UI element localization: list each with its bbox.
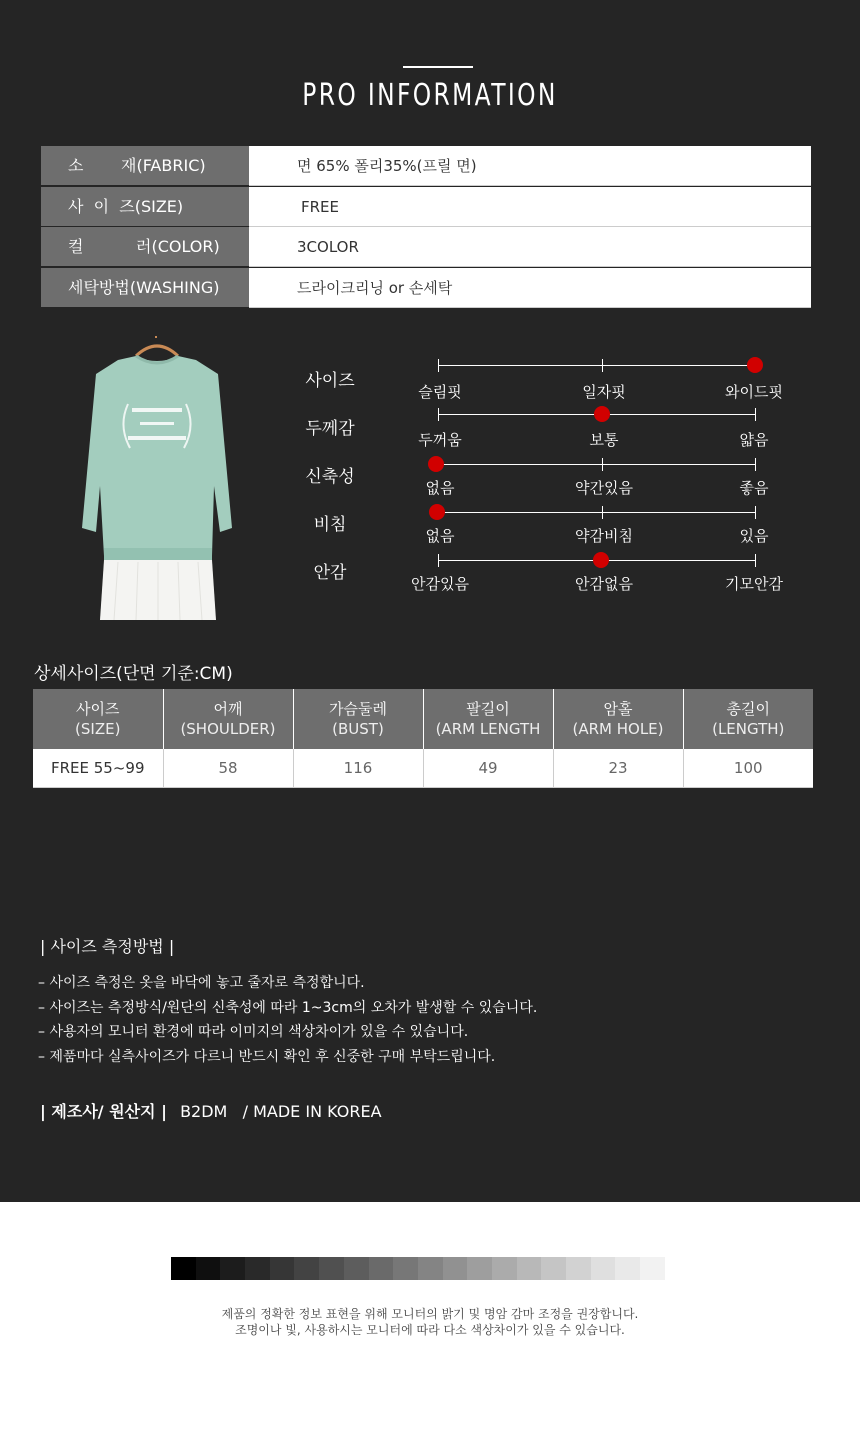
header-cell: [163, 689, 293, 749]
gray-swatch: [443, 1257, 468, 1280]
scale-option: 안감있음: [411, 575, 469, 593]
title-rule: [403, 66, 473, 68]
scale-line: [438, 512, 755, 513]
table-cell: 100: [683, 749, 813, 788]
gray-swatch: [319, 1257, 344, 1280]
scale-tick: [602, 506, 603, 519]
scale-tick: [755, 554, 756, 567]
gray-swatch: [294, 1257, 319, 1280]
scale-option: 약감비침: [575, 527, 633, 545]
header-cell: [293, 689, 423, 749]
measure-note: – 사용자의 모니터 환경에 따라 이미지의 색상차이가 있을 수 있습니다.: [38, 1024, 469, 1040]
header-main: 가슴둘레: [329, 700, 387, 718]
info-value: [249, 187, 811, 227]
info-value: [249, 227, 811, 267]
header-main: 암홀: [603, 700, 633, 718]
info-row-size: [41, 187, 811, 227]
scale-option: 안감없음: [575, 575, 633, 593]
maker-origin: [40, 1099, 382, 1122]
scale-line: [438, 365, 755, 366]
maker-value: B2DM / MADE IN KOREA: [180, 1102, 382, 1121]
info-label: [41, 268, 249, 308]
page-title: PRO INFORMATION: [302, 78, 558, 113]
table-cell: 58: [163, 749, 293, 788]
scale-selected-dot: [428, 456, 444, 472]
gray-swatch: [369, 1257, 394, 1280]
size-table: [33, 689, 813, 788]
info-label-part: 재(FABRIC): [121, 156, 206, 175]
gray-swatch: [245, 1257, 270, 1280]
info-label: [41, 187, 249, 227]
size-table-header: [33, 689, 813, 749]
info-value: [249, 146, 811, 186]
gray-swatch: [591, 1257, 616, 1280]
scale-option: 약간있음: [575, 479, 633, 497]
scale-tick: [755, 408, 756, 421]
info-value-text: 드라이크리닝 or 손세탁: [297, 279, 453, 297]
scale-option: 좋음: [739, 479, 769, 497]
header-sub: (BUST): [332, 720, 384, 738]
header-cell: [683, 689, 813, 749]
maker-label: | 제조사/ 원산지 |: [40, 1102, 167, 1121]
scale-selected-dot: [594, 406, 610, 422]
table-cell: 23: [553, 749, 683, 788]
info-row-washing: [41, 268, 811, 308]
scale-tick: [438, 554, 439, 567]
scale-label: 안감: [313, 563, 347, 583]
info-value-text: 3COLOR: [297, 238, 359, 256]
grayscale-bar: [171, 1257, 665, 1280]
gray-swatch: [344, 1257, 369, 1280]
gray-swatch: [270, 1257, 295, 1280]
table-cell: 116: [293, 749, 423, 788]
header-cell: [423, 689, 553, 749]
gray-swatch: [467, 1257, 492, 1280]
scale-option: 기모안감: [725, 575, 783, 593]
scale-tick: [602, 359, 603, 372]
measure-note: – 사이즈는 측정방식/원단의 신축성에 따라 1~3cm의 오차가 발생할 수 있습니다.: [38, 1000, 538, 1016]
gray-swatch: [615, 1257, 640, 1280]
monitor-notice-line: 조명이나 빛, 사용하시는 모니터에 따라 다소 색상차이가 있을 수 있습니다.: [235, 1323, 625, 1337]
scale-label: 신축성: [305, 467, 355, 487]
gray-swatch: [220, 1257, 245, 1280]
header-main: 사이즈: [76, 700, 120, 718]
gray-swatch: [541, 1257, 566, 1280]
scale-tick: [438, 408, 439, 421]
measure-title: | 사이즈 측정방법 |: [40, 937, 175, 956]
header-main: 어깨: [213, 700, 243, 718]
scale-selected-dot: [747, 357, 763, 373]
info-label-part: 소: [68, 156, 84, 175]
header-sub: (SHOULDER): [180, 720, 276, 738]
header-sub: (LENGTH): [712, 720, 785, 738]
header-cell: [33, 689, 163, 749]
monitor-notice-line: 제품의 정확한 정보 표현을 위해 모니터의 밝기 및 명암 감마 조정을 권장합니다.: [221, 1307, 639, 1321]
header-sub: (ARM LENGTH: [435, 720, 541, 738]
header-main: 팔길이: [466, 700, 510, 718]
scale-option: 슬림핏: [418, 383, 462, 401]
product-image: [78, 336, 236, 626]
scale-option: 일자핏: [582, 383, 626, 401]
detail-size-title: 상세사이즈(단면 기준:CM): [34, 664, 233, 684]
scale-tick: [602, 458, 603, 471]
header-cell: [553, 689, 683, 749]
scale-selected-dot: [593, 552, 609, 568]
gray-swatch: [640, 1257, 665, 1280]
measure-note: – 제품마다 실측사이즈가 다르니 반드시 확인 후 신중한 구매 부탁드립니다.: [38, 1049, 496, 1065]
gray-swatch: [492, 1257, 517, 1280]
scale-tick: [438, 359, 439, 372]
info-row-color: [41, 227, 811, 267]
info-label: [41, 146, 249, 186]
scale-label: 사이즈: [305, 371, 355, 391]
gray-swatch: [196, 1257, 221, 1280]
measure-note: – 사이즈 측정은 옷을 바닥에 놓고 줄자로 측정합니다.: [38, 975, 365, 991]
info-label-part: 컬: [68, 237, 84, 256]
scale-tick: [755, 458, 756, 471]
scale-label: 비침: [313, 515, 347, 535]
scale-line: [438, 464, 755, 465]
table-cell: 49: [423, 749, 553, 788]
scale-option: 두꺼움: [418, 431, 462, 449]
info-value: [249, 268, 811, 308]
scale-option: 얇음: [739, 431, 769, 449]
scale-tick: [755, 506, 756, 519]
gray-swatch: [418, 1257, 443, 1280]
header-main: 총길이: [726, 700, 770, 718]
info-row-fabric: [41, 146, 811, 186]
scale-label: 두께감: [305, 419, 355, 439]
info-label: [41, 227, 249, 267]
info-value-text: FREE: [301, 198, 340, 216]
info-label-part: 러(COLOR): [136, 237, 220, 256]
scale-option: 없음: [425, 479, 455, 497]
info-value-text: 면 65% 폴리35%(프릴 면): [297, 157, 477, 175]
gray-swatch: [566, 1257, 591, 1280]
scale-option: 와이드핏: [725, 383, 783, 401]
table-cell: FREE 55~99: [33, 749, 163, 788]
scale-option: 없음: [425, 527, 455, 545]
header-sub: (SIZE): [75, 720, 121, 738]
scale-option: 있음: [739, 527, 769, 545]
info-label-part: 사 이 즈(SIZE): [68, 197, 184, 216]
scale-option: 보통: [589, 431, 619, 449]
gray-swatch: [171, 1257, 196, 1280]
table-row: [33, 749, 813, 788]
header-sub: (ARM HOLE): [572, 720, 664, 738]
gray-swatch: [517, 1257, 542, 1280]
scale-selected-dot: [429, 504, 445, 520]
info-label-part: 세탁방법(WASHING): [68, 278, 220, 297]
gray-swatch: [393, 1257, 418, 1280]
